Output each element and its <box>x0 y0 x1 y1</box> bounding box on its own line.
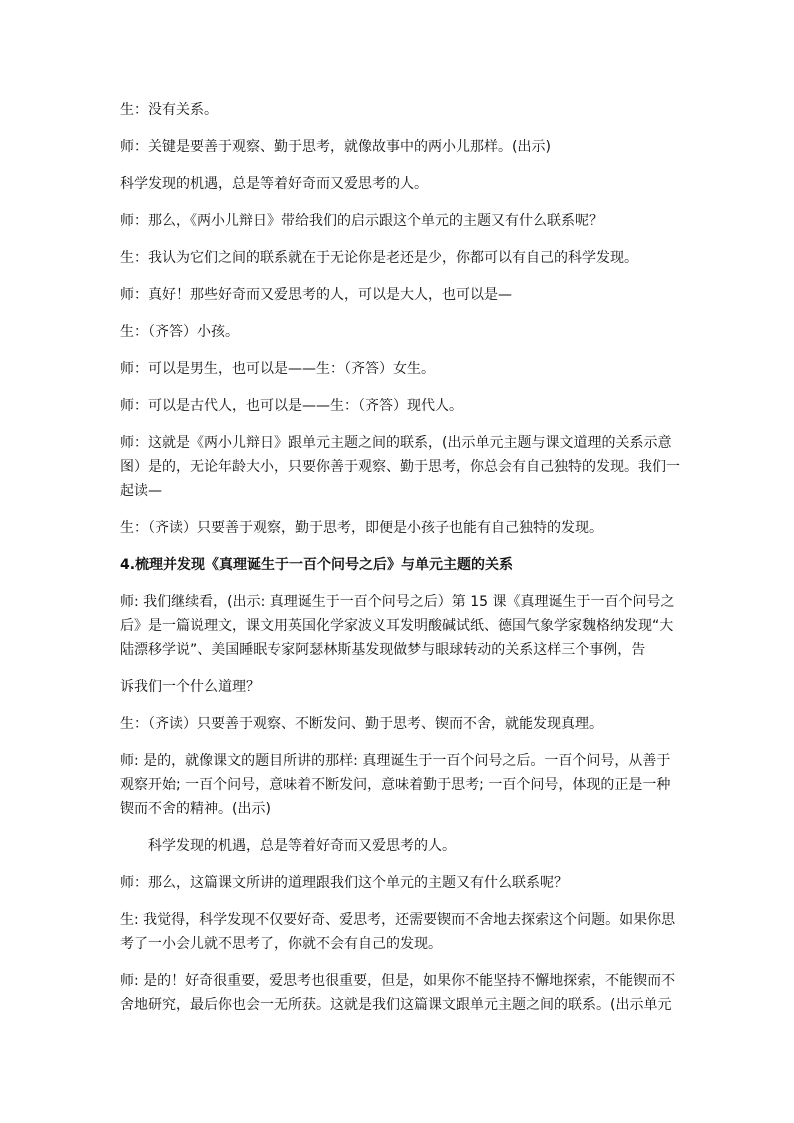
document-page <box>120 98 680 1017</box>
paragraph-1: 生：没有关系。 <box>120 102 218 118</box>
paragraph-15: 师: 是的，就像课文的题目所讲的那样: 真理诞生于一百个问号之后。一百个问号，从善于观察开始; 一百个问号，意味着不断发问，意味着勤于思考; 一百个问号，体现的正是一种锲而不舍的精神。(出示) <box>120 753 671 817</box>
paragraph-14: 生：（齐读）只要善于观察、不断发问、勤于思考、锲而不舍，就能发现真理。 <box>120 716 603 732</box>
paragraph-7: 生：（齐答）小孩。 <box>120 324 239 340</box>
paragraph-10: 师：这就是《两小儿辩日》跟单元主题之间的联系，(出示单元主题与课文道理的关系示意图）是的，无论年龄大小，只要你善于观察、勤于思考，你总会有自己独特的发现。我们一起读— <box>120 435 680 499</box>
paragraph-17: 生: 我觉得，科学发现不仅要好奇、爱思考，还需要锲而不舍地去探索这个问题。如果你思考了一小会儿就不思考了，你就不会有自己的发现。 <box>120 912 676 952</box>
paragraph-5: 生：我认为它们之间的联系就在于无论你是老还是少，你都可以有自己的科学发现。 <box>120 250 638 266</box>
quote-line: 科学发现的机遇，总是等着好奇而又爱思考的人。 <box>148 838 456 854</box>
paragraph-8: 师：可以是男生，也可以是——生：（齐答）女生。 <box>120 361 435 377</box>
paragraph-4: 师：那么，《两小儿辩日》带给我们的启示跟这个单元的主题又有什么联系呢？ <box>120 213 603 229</box>
paragraph-11: 生：（齐读）只要善于观察，勤于思考，即便是小孩子也能有自己独特的发现。 <box>120 520 603 536</box>
paragraph-12: 师: 我们继续看，(出示: 真理诞生于一百个问号之后）第 15 课《真理诞生于一百个问号之后》是一篇说理文，课文用英国化学家波义耳发明酸碱试纸、德国气象学家魏格纳发现“大陆漂移学说”、美国睡眠专家阿瑟林斯基发现做梦与眼球转动的关系这样三个事例，告 <box>120 594 675 658</box>
paragraph-9: 师：可以是古代人，也可以是——生：（齐答）现代人。 <box>120 398 463 414</box>
paragraph-6: 师：真好！那些好奇而又爱思考的人，可以是大人，也可以是— <box>120 287 512 303</box>
paragraph-13: 诉我们一个什么道理？ <box>120 679 260 695</box>
paragraph-3: 科学发现的机遇，总是等着好奇而又爱思考的人。 <box>120 176 428 192</box>
section-heading: 4.梳理并发现《真理诞生于一百个问号之后》与单元主题的关系 <box>120 557 514 573</box>
paragraph-18: 师: 是的！好奇很重要，爱思考也很重要，但是，如果你不能坚持不懈地探索，不能锲而不舍地研究，最后你也会一无所获。这就是我们这篇课文跟单元主题之间的联系。(出示单元 <box>120 973 676 1013</box>
paragraph-2: 师：关键是要善于观察、勤于思考，就像故事中的两小儿那样。(出示) <box>120 139 551 155</box>
paragraph-16: 师：那么，这篇课文所讲的道理跟我们这个单元的主题又有什么联系呢？ <box>120 875 568 891</box>
